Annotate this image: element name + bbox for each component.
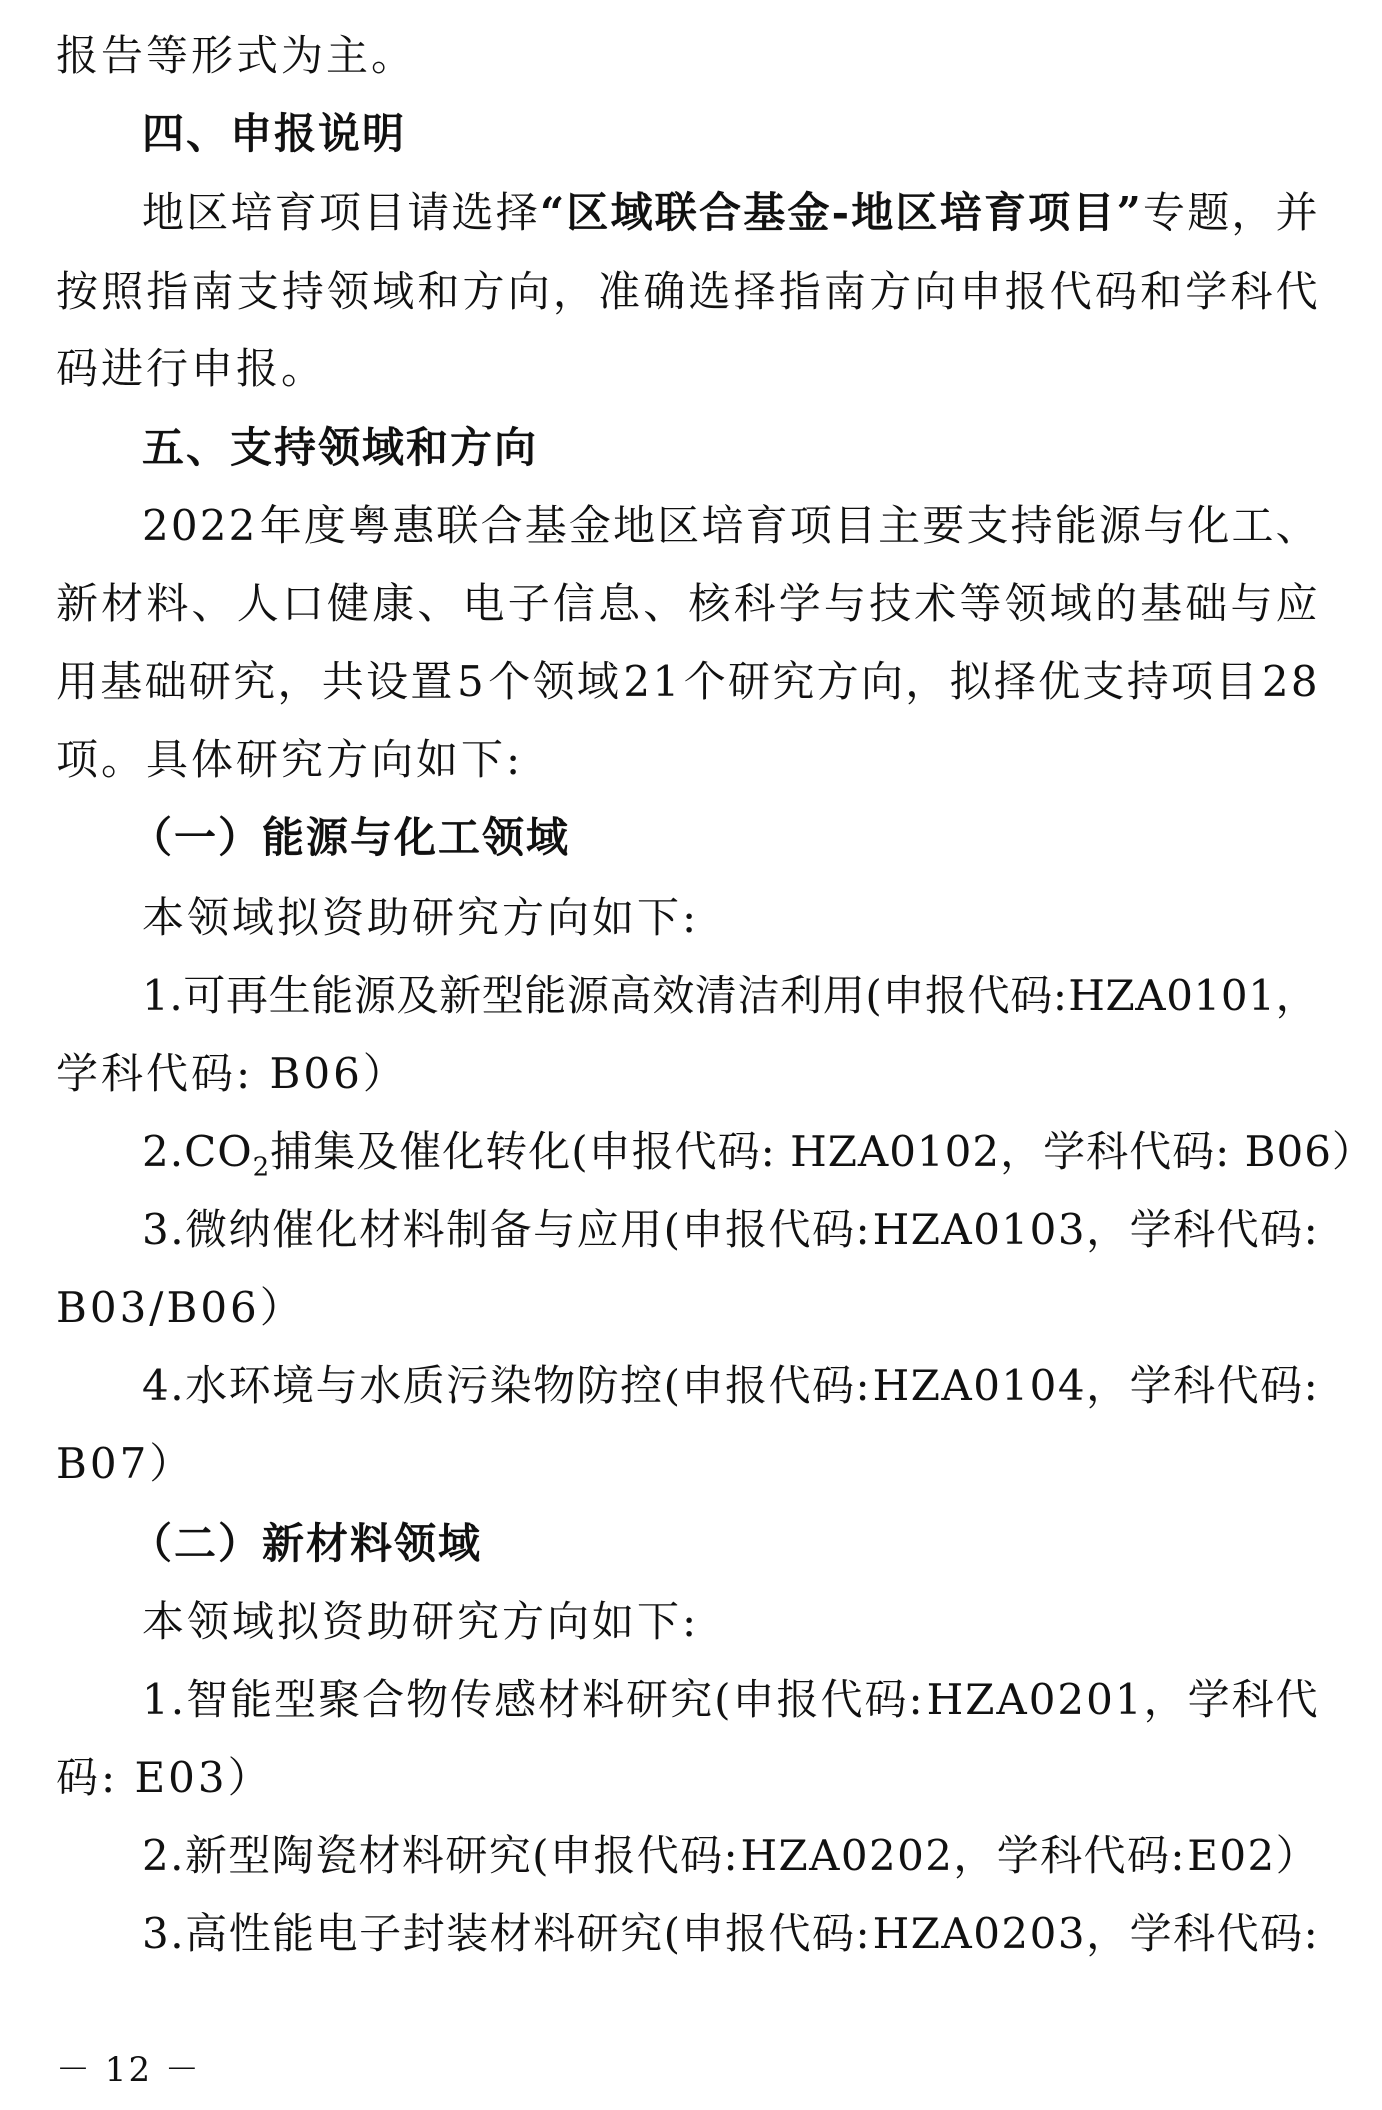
paragraph-4-line-1: 地 区 培 育 项 目 请 选 择 “ 区 域 联 合 基 金 - 地 区 培 育 项 目 ” 专 题 ， 并 bbox=[142, 188, 1318, 237]
item-2-prefix: 2.CO bbox=[142, 1127, 253, 1176]
field-1-item-4: 4 . 水 环 境 与 水 质 污 染 物 防 控 ( 申 报 代 码 : H Z A 0 1 0 4 ， 学 科 代 码 : bbox=[142, 1361, 1318, 1410]
subscript-2: 2 bbox=[252, 1152, 271, 1183]
field-2-item-1-cont: 码: E03） bbox=[56, 1753, 273, 1802]
paragraph-4-line-2: 按 照 指 南 支 持 领 域 和 方 向 ， 准 确 选 择 指 南 方 向 申 报 代 码 和 学 科 代 bbox=[56, 267, 1318, 316]
page-number: － 12 － bbox=[56, 2050, 201, 2090]
paragraph-5-line-1: 2 0 2 2 年 度 粤 惠 联 合 基 金 地 区 培 育 项 目 主 要 支 持 能 源 与 化 工 、 bbox=[142, 501, 1318, 550]
paragraph-continuation: 报告等形式为主。 bbox=[56, 31, 417, 80]
field-2-item-2: 2 . 新 型 陶 瓷 材 料 研 究 ( 申 报 代 码 : H Z A 0 2 0 2 ， 学 科 代 码 : E 0 2 ） bbox=[142, 1831, 1318, 1880]
field-1-item-2 bbox=[142, 1124, 1375, 1183]
section-heading-5: 五、支持领域和方向 bbox=[142, 423, 539, 472]
field-1-intro: 本领域拟资助研究方向如下: bbox=[142, 893, 700, 942]
field-1-item-1: 1 . 可 再 生 能 源 及 新 型 能 源 高 效 清 洁 利 用 ( 申 报 代 码 : H Z A 0 1 0 1 ， bbox=[142, 971, 1318, 1020]
paragraph-4-line-3: 码进行申报。 bbox=[56, 344, 327, 393]
field-2-heading: （二）新材料领域 bbox=[130, 1519, 483, 1568]
paragraph-5-line-3: 用 基 础 研 究 ， 共 设 置 5 个 领 域 2 1 个 研 究 方 向 ， 拟 择 优 支 持 项 目 2 8 bbox=[56, 657, 1318, 706]
field-2-item-3: 3 . 高 性 能 电 子 封 装 材 料 研 究 ( 申 报 代 码 : H Z A 0 2 0 3 ， 学 科 代 码 : bbox=[142, 1909, 1318, 1958]
field-1-item-1-cont: 学科代码: B06） bbox=[56, 1049, 408, 1098]
section-heading-4: 四、申报说明 bbox=[142, 109, 407, 158]
field-1-item-4-cont: B07） bbox=[56, 1439, 195, 1488]
field-1-item-3-cont: B03/B06） bbox=[56, 1283, 305, 1332]
field-2-item-1: 1 . 智 能 型 聚 合 物 传 感 材 料 研 究 ( 申 报 代 码 : H Z A 0 2 0 1 ， 学 科 代 bbox=[142, 1675, 1318, 1724]
field-1-item-3: 3 . 微 纳 催 化 材 料 制 备 与 应 用 ( 申 报 代 码 : H Z A 0 1 0 3 ， 学 科 代 码 : bbox=[142, 1205, 1318, 1254]
field-1-heading: （一）能源与化工领域 bbox=[130, 813, 571, 862]
field-2-intro: 本领域拟资助研究方向如下: bbox=[142, 1597, 700, 1646]
paragraph-5-line-2: 新 材 料 、 人 口 健 康 、 电 子 信 息 、 核 科 学 与 技 术 等 领 域 的 基 础 与 应 bbox=[56, 579, 1318, 628]
paragraph-5-line-4: 项。具体研究方向如下: bbox=[56, 735, 524, 784]
item-2-text: 捕集及催化转化(申报代码: HZA0102，学科代码: B06） bbox=[270, 1127, 1375, 1176]
